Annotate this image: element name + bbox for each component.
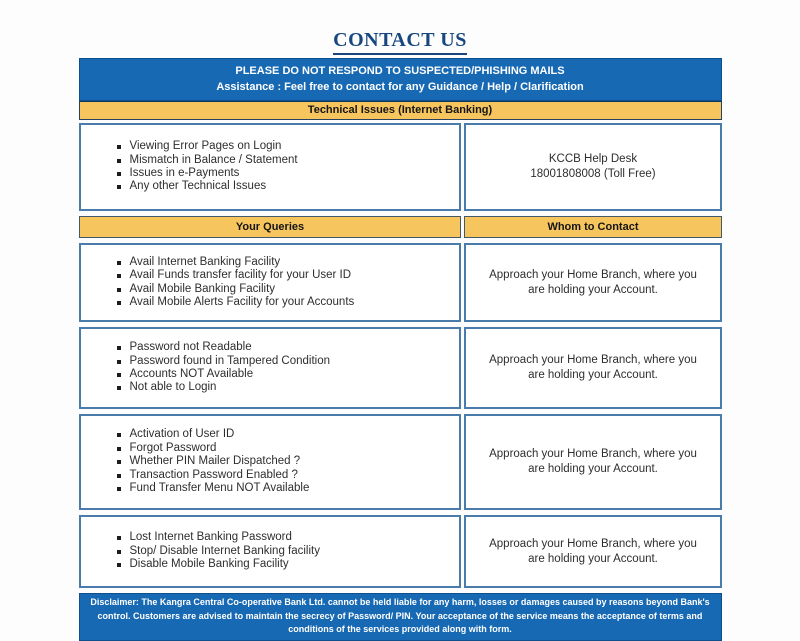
contact-text: Approach your Home Branch, where you are holding your Account. bbox=[489, 354, 697, 381]
list-item: Avail Mobile Alerts Facility for your Accounts bbox=[117, 296, 355, 309]
list-item: Password not Readable bbox=[117, 341, 331, 354]
contact-cell bbox=[464, 327, 721, 409]
list-item: Disable Mobile Banking Facility bbox=[117, 558, 321, 571]
contact-cell bbox=[464, 414, 721, 510]
queries-cell-lost-disable bbox=[79, 515, 462, 588]
helpdesk-contact-cell bbox=[464, 123, 721, 211]
list-item: Issues in e-Payments bbox=[117, 167, 298, 180]
queries-list bbox=[117, 341, 331, 395]
phishing-warning-banner bbox=[79, 58, 722, 101]
column-header-whom-to-contact: Whom to Contact bbox=[464, 216, 721, 238]
helpdesk-tollfree-number: 18001808008 (Toll Free) bbox=[530, 168, 656, 180]
section-header-technical-issues: Technical Issues (Internet Banking) bbox=[79, 101, 722, 120]
list-item: Lost Internet Banking Password bbox=[117, 531, 321, 544]
page-title: CONTACT US bbox=[333, 29, 467, 55]
list-item: Transaction Password Enabled ? bbox=[117, 469, 310, 482]
contact-text: Approach your Home Branch, where you are holding your Account. bbox=[489, 537, 697, 565]
contact-text: Approach your Home Branch, where you are holding your Account. bbox=[489, 268, 697, 296]
list-item: Forgot Password bbox=[117, 442, 310, 455]
queries-cell-activation-issues bbox=[79, 414, 462, 510]
list-item: Password found in Tampered Condition bbox=[117, 355, 331, 368]
disclaimer-bar: Disclaimer: The Kangra Central Co-operative Bank Ltd. cannot be held liable for any harm, losses or damages caused by reasons beyond Bank's control. Customers are advised to maintain the secrecy of Password/ PIN. Your acceptance of the service means the acceptance of terms and conditions of the services provided along with form. bbox=[79, 593, 722, 641]
helpdesk-name: KCCB Help Desk bbox=[548, 153, 638, 165]
contact-cell bbox=[464, 243, 721, 322]
list-item: Fund Transfer Menu NOT Available bbox=[117, 482, 310, 495]
queries-cell-avail-facilities bbox=[79, 243, 462, 322]
list-item: Viewing Error Pages on Login bbox=[117, 140, 298, 153]
list-item: Avail Funds transfer facility for your User ID bbox=[117, 269, 355, 282]
list-item: Activation of User ID bbox=[117, 428, 310, 441]
list-item: Stop/ Disable Internet Banking facility bbox=[117, 545, 321, 558]
assistance-line: Assistance : Feel free to contact for any Guidance / Help / Clarification bbox=[216, 81, 584, 93]
list-item: Any other Technical Issues bbox=[117, 180, 298, 193]
column-header-your-queries: Your Queries bbox=[79, 216, 462, 238]
contact-cell bbox=[464, 515, 721, 588]
phishing-warning-line: PLEASE DO NOT RESPOND TO SUSPECTED/PHISHING MAILS bbox=[235, 65, 565, 77]
queries-cell-password-issues bbox=[79, 327, 462, 409]
page-title-wrap bbox=[0, 0, 800, 55]
list-item: Avail Internet Banking Facility bbox=[117, 256, 355, 269]
queries-list bbox=[117, 531, 321, 571]
list-item: Whether PIN Mailer Dispatched ? bbox=[117, 455, 310, 468]
list-item: Accounts NOT Available bbox=[117, 368, 331, 381]
list-item: Mismatch in Balance / Statement bbox=[117, 154, 298, 167]
contact-table bbox=[79, 123, 722, 588]
contact-content bbox=[79, 58, 722, 641]
queries-list bbox=[117, 256, 355, 310]
technical-queries-cell bbox=[79, 123, 462, 211]
contact-text: Approach your Home Branch, where you are holding your Account. bbox=[489, 448, 697, 475]
queries-list bbox=[117, 428, 310, 495]
technical-queries-list bbox=[117, 140, 298, 194]
list-item: Avail Mobile Banking Facility bbox=[117, 283, 355, 296]
list-item: Not able to Login bbox=[117, 381, 331, 394]
